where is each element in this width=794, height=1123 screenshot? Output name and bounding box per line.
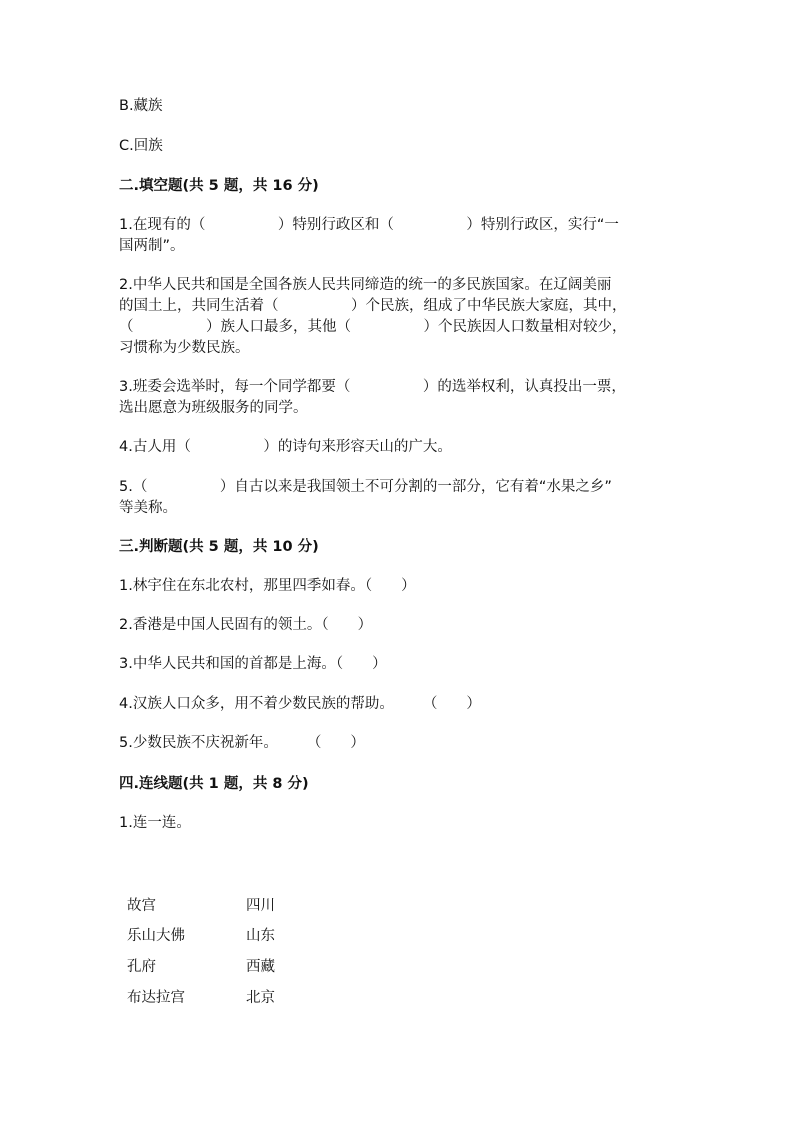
tf-item-1: 1.林宇住在东北农村，那里四季如春。（ ）	[119, 578, 416, 594]
fill-q2-line4: 习惯称为少数民族。	[119, 340, 250, 356]
fill-q2-line1: 2.中华人民共和国是全国各族人民共同缔造的统一的多民族国家。在辽阔美丽	[119, 277, 612, 293]
matching-left-item-1: 故宫	[127, 898, 156, 914]
fill-q3-line1: 3.班委会选举时，每一个同学都要（ ）的选举权利，认真投出一票，	[119, 379, 626, 395]
matching-left-item-3: 孔府	[127, 959, 156, 975]
fill-q5-line2: 等美称。	[119, 500, 177, 516]
matching-right-item-4: 北京	[246, 990, 275, 1006]
fill-q2-line2: 的国土上，共同生活着（ ）个民族，组成了中华民族大家庭，其中，	[119, 298, 627, 314]
tf-item-3: 3.中华人民共和国的首都是上海。（ ）	[119, 656, 387, 672]
matching-right-item-1: 四川	[246, 898, 275, 914]
fill-q4-line1: 4.古人用（ ）的诗句来形容天山的广大。	[119, 439, 452, 455]
matching-left-item-2: 乐山大佛	[127, 928, 185, 944]
matching-prompt: 1.连一连。	[119, 815, 191, 831]
fill-q1-line1: 1.在现有的（ ）特别行政区和（ ）特别行政区，实行“一	[119, 217, 619, 233]
matching-right-item-2: 山东	[246, 928, 275, 944]
fill-q5-line1: 5.（ ）自古以来是我国领土不可分割的一部分，它有着“水果之乡”	[119, 479, 612, 495]
fill-q3-line2: 选出愿意为班级服务的同学。	[119, 400, 308, 416]
fill-blank-heading: 二.填空题(共 5 题，共 16 分)	[119, 178, 319, 194]
tf-item-4: 4.汉族人口众多，用不着少数民族的帮助。 （ ）	[119, 696, 481, 712]
matching-left-item-4: 布达拉宫	[127, 990, 185, 1006]
tf-item-5: 5.少数民族不庆祝新年。 （ ）	[119, 735, 365, 751]
matching-right-item-3: 西藏	[246, 959, 275, 975]
fill-q1-line2: 国两制”。	[119, 238, 185, 254]
option-c: C.回族	[119, 138, 163, 154]
tf-item-2: 2.香港是中国人民固有的领土。（ ）	[119, 617, 373, 633]
fill-q2-line3: （ ）族人口最多，其他（ ）个民族因人口数量相对较少，	[119, 319, 627, 335]
matching-heading: 四.连线题(共 1 题，共 8 分)	[119, 776, 309, 792]
option-b: B.藏族	[119, 98, 163, 114]
true-false-heading: 三.判断题(共 5 题，共 10 分)	[119, 539, 319, 555]
